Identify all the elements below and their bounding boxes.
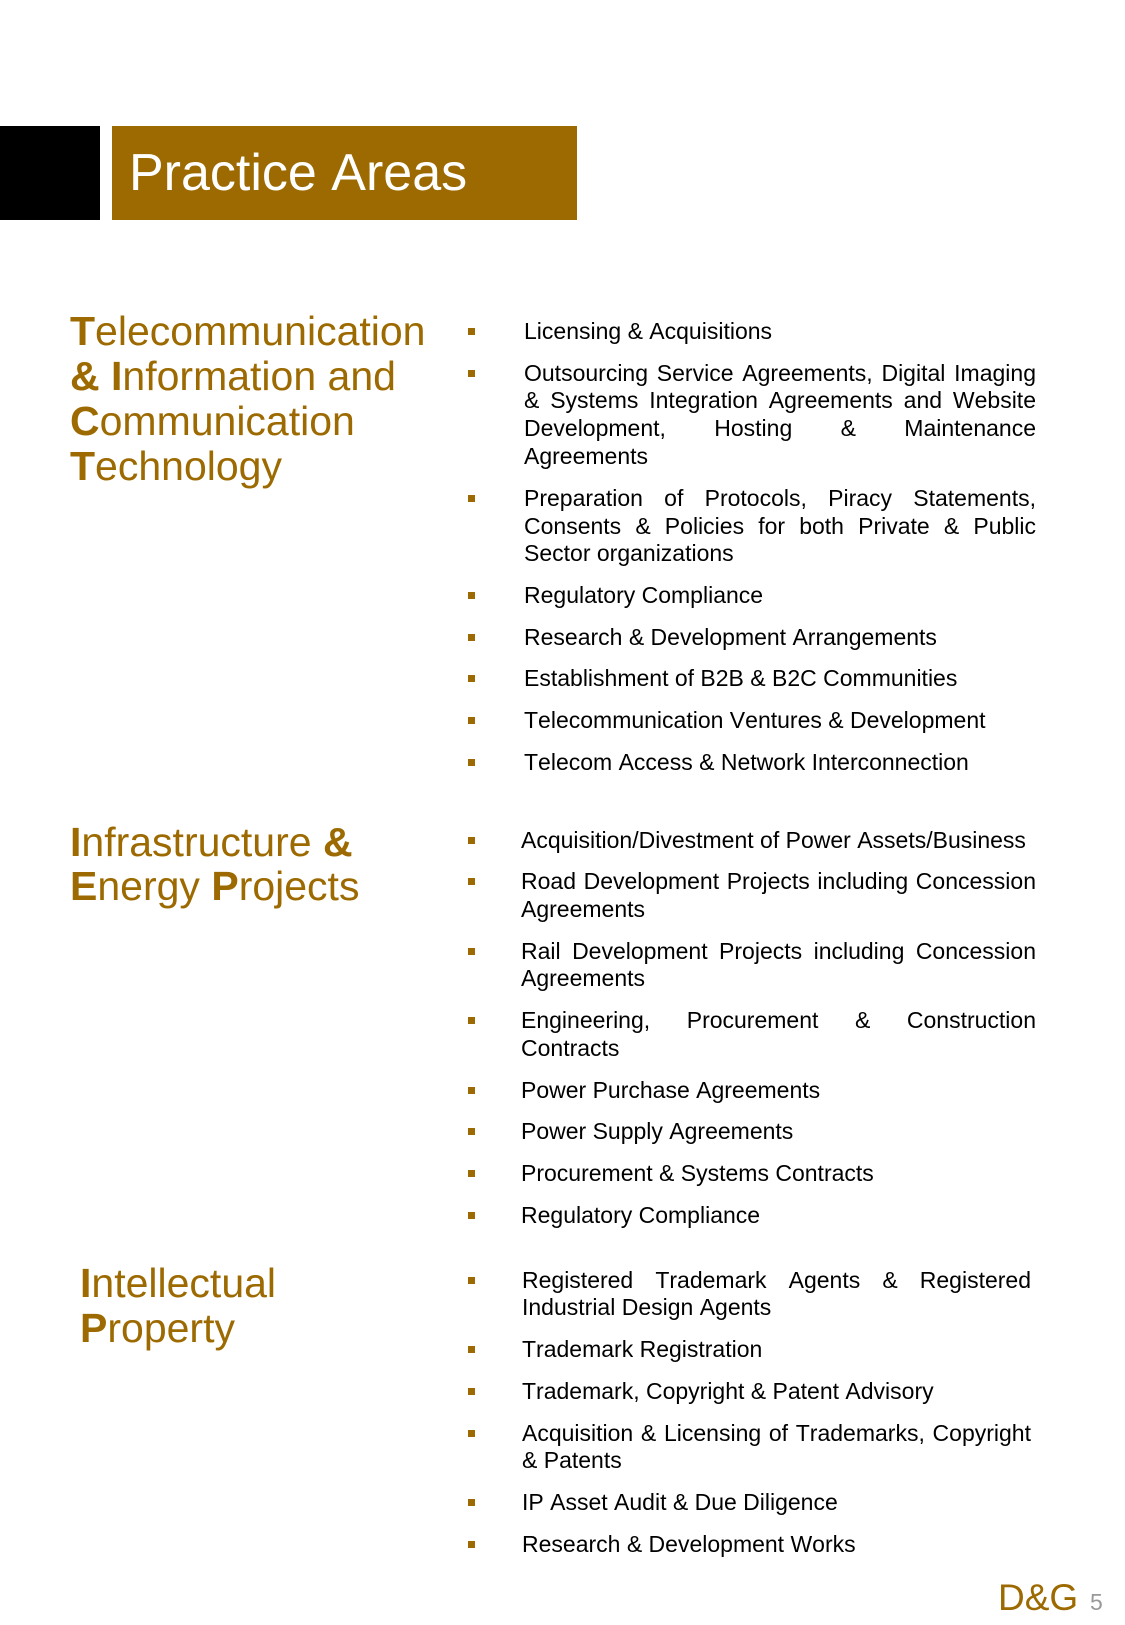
heading-initial: I [111,352,123,399]
heading-line: Infrastructure & [70,818,353,865]
practice-item-text: Research & Development Works [522,1530,856,1557]
heading-initial: T [70,442,96,489]
square-bullet-icon [468,370,475,377]
practice-item [521,1118,1036,1146]
practice-item [521,1007,1036,1063]
square-bullet-icon [468,1499,475,1506]
practice-list [524,318,1036,790]
practice-item-text: Procurement & Systems Contracts [521,1160,874,1187]
heading-initial: I [80,1260,92,1307]
practice-item [524,318,1036,346]
heading-initial: T [70,308,96,355]
practice-item-text: Acquisition & Licensing of Trademarks, Copyright & Patents [522,1419,1031,1474]
square-bullet-icon [468,717,475,724]
page-number: 5 [1090,1589,1103,1615]
practice-item-text: Power Supply Agreements [521,1118,794,1145]
practice-item [522,1531,1031,1559]
practice-item-text: Engineering, Procurement & Construction Contracts [521,1007,1036,1061]
square-bullet-icon [468,1017,475,1024]
heading-initial: I [70,818,82,865]
practice-item [522,1336,1031,1364]
practice-item-text: Trademark Registration [522,1336,763,1363]
square-bullet-icon [468,592,475,599]
practice-item [521,1202,1036,1230]
heading-line: Communication [70,397,355,444]
practice-item [522,1378,1031,1406]
section-heading [70,820,359,910]
practice-item [524,485,1036,568]
practice-item-text: Outsourcing Service Agreements, Digital Imaging & Systems Integration Agreements and Website Development, Hosting & Maintenance Agreements [524,359,1036,470]
practice-list [521,827,1036,1244]
square-bullet-icon [468,1346,475,1353]
heading-initial: C [70,397,100,444]
heading-line: & Information and [70,352,396,399]
practice-item [522,1267,1031,1323]
square-bullet-icon [468,328,475,335]
square-bullet-icon [468,675,475,682]
practice-item [524,707,1036,735]
practice-item [524,624,1036,652]
heading-line: Intellectual [80,1260,277,1307]
practice-item [521,1077,1036,1105]
header-title-bar [112,126,577,220]
square-bullet-icon [468,1277,475,1284]
practice-item-text: Power Purchase Agreements [521,1076,821,1103]
heading-initial: P [211,863,239,910]
section-heading [80,1261,276,1351]
page-title: Practice Areas [129,144,468,202]
practice-item [521,1160,1036,1188]
square-bullet-icon [468,948,475,955]
practice-item [521,938,1036,994]
header-black-block [0,126,100,220]
square-bullet-icon [468,1087,475,1094]
practice-item-text: IP Asset Audit & Due Diligence [522,1489,838,1516]
square-bullet-icon [468,1430,475,1437]
practice-item [522,1489,1031,1517]
practice-item [524,749,1036,777]
square-bullet-icon [468,1212,475,1219]
heading-initial: & [70,352,100,399]
practice-item [521,868,1036,924]
square-bullet-icon [468,837,475,844]
practice-item-text: Road Development Projects including Concession Agreements [521,868,1036,922]
practice-item-text: Registered Trademark Agents & Registered Industrial Design Agents [522,1266,1031,1321]
heading-line: Technology [70,442,282,489]
square-bullet-icon [468,878,475,885]
brand-mark: D&G [998,1577,1079,1618]
heading-initial: E [70,863,98,910]
practice-item [524,665,1036,693]
practice-item-text: Rail Development Projects including Concession Agreements [521,937,1036,992]
square-bullet-icon [468,1128,475,1135]
practice-item-text: Licensing & Acquisitions [524,318,773,344]
practice-item [524,582,1036,610]
practice-item-text: Telecom Access & Network Interconnection [524,748,969,775]
practice-list [522,1267,1031,1573]
heading-line: Telecommunication [70,308,426,355]
section-heading [70,309,426,488]
square-bullet-icon [468,759,475,766]
practice-item [521,827,1036,855]
practice-item-text: Telecommunication Ventures & Development [524,707,986,734]
practice-item-text: Research & Development Arrangements [524,623,937,650]
square-bullet-icon [468,495,475,502]
practice-item [522,1420,1031,1476]
square-bullet-icon [468,1541,475,1548]
practice-item-text: Regulatory Compliance [521,1201,761,1228]
square-bullet-icon [468,1170,475,1177]
practice-item-text: Establishment of B2B & B2C Communities [524,665,958,692]
square-bullet-icon [468,634,475,641]
heading-line: Property [80,1305,235,1352]
practice-item-text: Preparation of Protocols, Piracy Statements, Consents & Policies for both Private & Public Sector organizations [524,484,1036,567]
heading-line: Energy Projects [70,863,360,910]
practice-item-text: Regulatory Compliance [524,582,764,609]
heading-initial: P [80,1305,108,1352]
heading-initial: & [322,818,353,865]
practice-item-text: Trademark, Copyright & Patent Advisory [522,1377,934,1404]
practice-item [524,360,1036,471]
square-bullet-icon [468,1388,475,1395]
practice-item-text: Acquisition/Divestment of Power Assets/Business [521,826,1026,853]
